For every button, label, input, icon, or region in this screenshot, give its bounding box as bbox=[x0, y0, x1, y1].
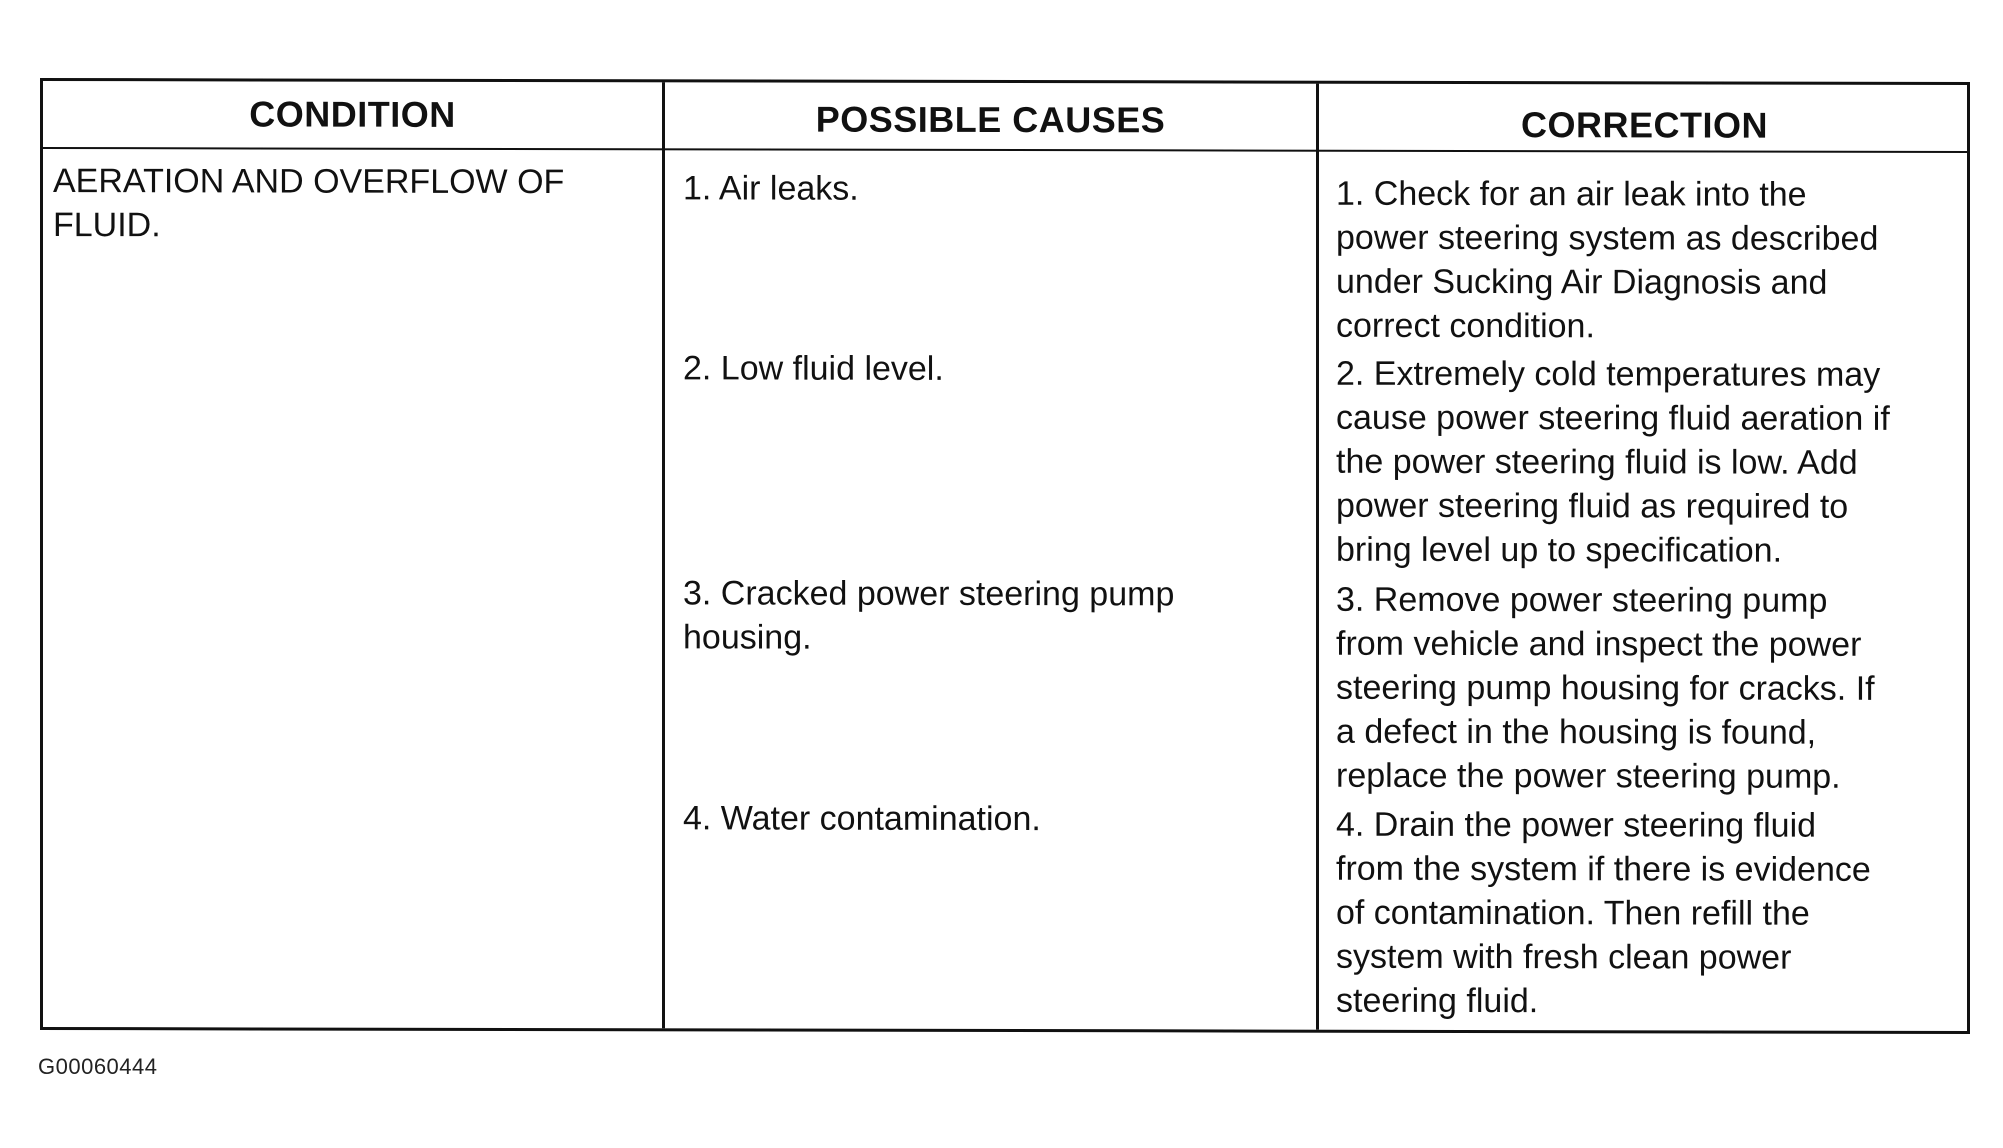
cause-3: 3. Cracked power steering pump housing. bbox=[683, 574, 1175, 657]
correction-3: 3. Remove power steering pump from vehicle and inspect the power steering pump housing for cracks. If a defect in the housing is found, replace the power steering pump. bbox=[1336, 580, 1875, 796]
header-correction: CORRECTION bbox=[1521, 104, 1768, 146]
correction-2: 2. Extremely cold temperatures may cause power steering fluid aeration if the power steering fluid is low. Add power steering fluid as required to bring level up to specification. bbox=[1336, 354, 1890, 570]
header-condition: CONDITION bbox=[249, 93, 456, 135]
column-divider bbox=[1316, 84, 1319, 1030]
cause-1: 1. Air leaks. bbox=[683, 169, 859, 208]
figure-id: G00060444 bbox=[38, 1054, 158, 1079]
header-possible-causes: POSSIBLE CAUSES bbox=[815, 98, 1166, 141]
cause-2: 2. Low fluid level. bbox=[683, 349, 944, 388]
correction-4: 4. Drain the power steering fluid from the system if there is evidence of contamination. Then refill the system with fresh clean power steering fluid. bbox=[1336, 805, 1871, 1021]
cause-4: 4. Water contamination. bbox=[683, 799, 1041, 839]
diagnosis-table bbox=[40, 78, 1970, 1034]
correction-1: 1. Check for an air leak into the power steering system as described under Sucking Air Diagnosis and correct condition. bbox=[1336, 174, 1879, 346]
column-divider bbox=[662, 82, 665, 1028]
condition-cell: AERATION AND OVERFLOW OF FLUID. bbox=[53, 162, 565, 245]
